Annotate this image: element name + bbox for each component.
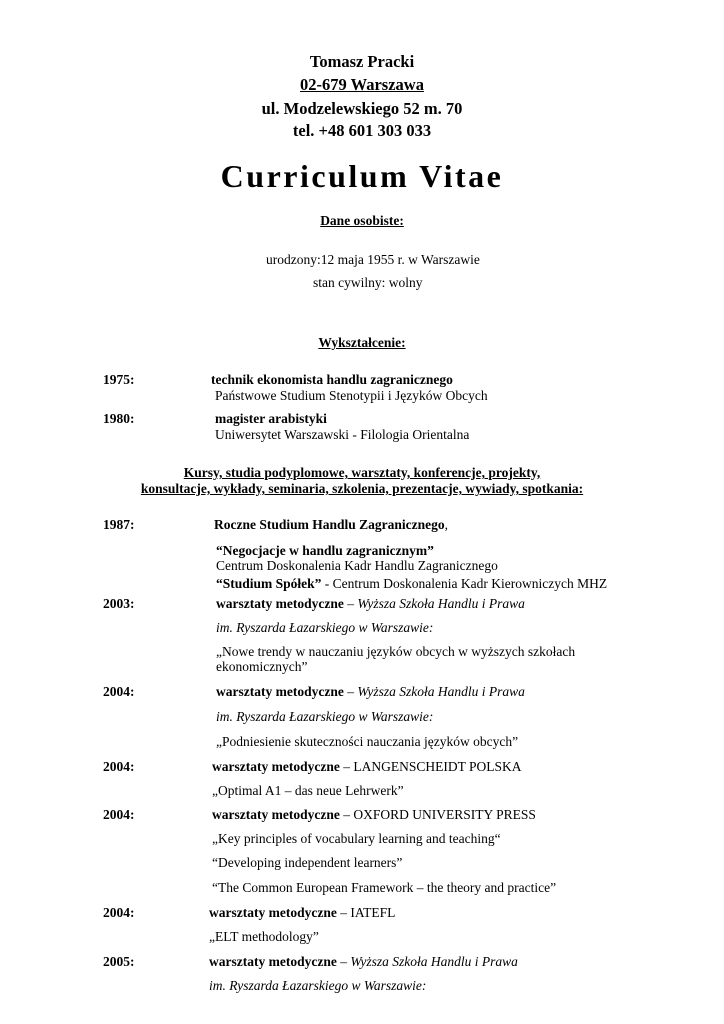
course-kind: warsztaty metodyczne xyxy=(212,807,340,822)
course-dash: – xyxy=(343,684,358,699)
course-title xyxy=(212,759,521,775)
course-title xyxy=(216,684,525,700)
course-organizer-line2: im. Ryszarda Łazarskiego w Warszawie: xyxy=(216,620,434,635)
courses-heading-line2: konsultacje, wykłady, seminaria, szkolenia, prezentacje, wywiady, spotkania: xyxy=(140,481,584,496)
course-year: 2004: xyxy=(103,905,135,920)
course-title xyxy=(216,596,525,612)
course-topic: „Podniesienie skuteczności nauczania języków obcych” xyxy=(216,734,519,749)
marital-status: stan cywilny: wolny xyxy=(313,275,423,290)
course-title xyxy=(209,905,395,921)
phone-number: tel. +48 601 303 033 xyxy=(292,121,432,140)
course-year: 2004: xyxy=(103,759,135,774)
course-kind: warsztaty metodyczne xyxy=(216,684,344,699)
education-title: technik ekonomista handlu zagranicznego xyxy=(211,372,453,387)
address-city-text: 02-679 Warszawa xyxy=(300,75,424,94)
page-title: Curriculum Vitae xyxy=(220,158,504,194)
course-kind: warsztaty metodyczne xyxy=(216,596,344,611)
courses-heading-line1: Kursy, studia podyplomowe, warsztaty, konferencje, projekty, xyxy=(183,465,541,480)
course-year: 2003: xyxy=(103,596,135,611)
course-topic: “The Common European Framework – the theory and practice” xyxy=(212,880,557,895)
course-topic: „ELT methodology” xyxy=(209,929,319,944)
course-title xyxy=(214,517,448,533)
education-school: Państwowe Studium Stenotypii i Języków Obcych xyxy=(215,388,488,403)
course-organizer-line2: im. Ryszarda Łazarskiego w Warszawie: xyxy=(209,978,427,993)
course-title-suffix: , xyxy=(444,517,449,532)
course-organizer: – IATEFL xyxy=(336,905,396,920)
course-topic xyxy=(216,576,607,592)
personal-heading: Dane osobiste: xyxy=(320,213,404,228)
course-organizer: Wyższa Szkoła Handlu i Prawa xyxy=(357,684,525,699)
education-year: 1975: xyxy=(103,372,135,387)
course-organizer: – OXFORD UNIVERSITY PRESS xyxy=(339,807,536,822)
course-topic: „Optimal A1 – das neue Lehrwerk” xyxy=(212,783,404,798)
education-school: Uniwersytet Warszawski - Filologia Orientalna xyxy=(215,427,470,442)
course-title xyxy=(209,954,518,970)
course-dash: – xyxy=(343,596,358,611)
course-kind: warsztaty metodyczne xyxy=(209,954,337,969)
course-topic: „Key principles of vocabulary learning and teaching“ xyxy=(212,831,501,846)
course-organizer: Wyższa Szkoła Handlu i Prawa xyxy=(350,954,518,969)
course-topic: “Developing independent learners” xyxy=(212,855,403,870)
course-year: 2005: xyxy=(103,954,135,969)
education-year: 1980: xyxy=(103,411,135,426)
course-topic-line2: ekonomicznych” xyxy=(216,659,308,674)
education-heading: Wykształcenie: xyxy=(318,335,406,350)
course-title-text: Roczne Studium Handlu Zagranicznego xyxy=(214,517,445,532)
course-organizer: Centrum Doskonalenia Kadr Handlu Zagranicznego xyxy=(216,558,498,573)
course-title xyxy=(212,807,536,823)
course-dash: – xyxy=(336,954,351,969)
course-organizer: – LANGENSCHEIDT POLSKA xyxy=(339,759,522,774)
course-organizer: Wyższa Szkoła Handlu i Prawa xyxy=(357,596,525,611)
course-topic-title: “Studium Spółek” xyxy=(216,576,322,591)
course-topic: „Nowe trendy w nauczaniu języków obcych w wyższych szkołach xyxy=(216,644,576,659)
course-kind: warsztaty metodyczne xyxy=(209,905,337,920)
course-year: 2004: xyxy=(103,684,135,699)
address-city xyxy=(0,75,724,95)
course-topic: “Negocjacje w handlu zagranicznym” xyxy=(216,543,434,558)
author-name: Tomasz Pracki xyxy=(309,52,415,71)
birth-info: urodzony:12 maja 1955 r. w Warszawie xyxy=(266,252,480,267)
course-kind: warsztaty metodyczne xyxy=(212,759,340,774)
address-street: ul. Modzelewskiego 52 m. 70 xyxy=(261,99,463,118)
course-organizer-line2: im. Ryszarda Łazarskiego w Warszawie: xyxy=(216,709,434,724)
education-title: magister arabistyki xyxy=(215,411,327,426)
course-year: 1987: xyxy=(103,517,135,532)
course-year: 2004: xyxy=(103,807,135,822)
course-organizer: - Centrum Doskonalenia Kadr Kierowniczych MHZ xyxy=(321,576,608,591)
